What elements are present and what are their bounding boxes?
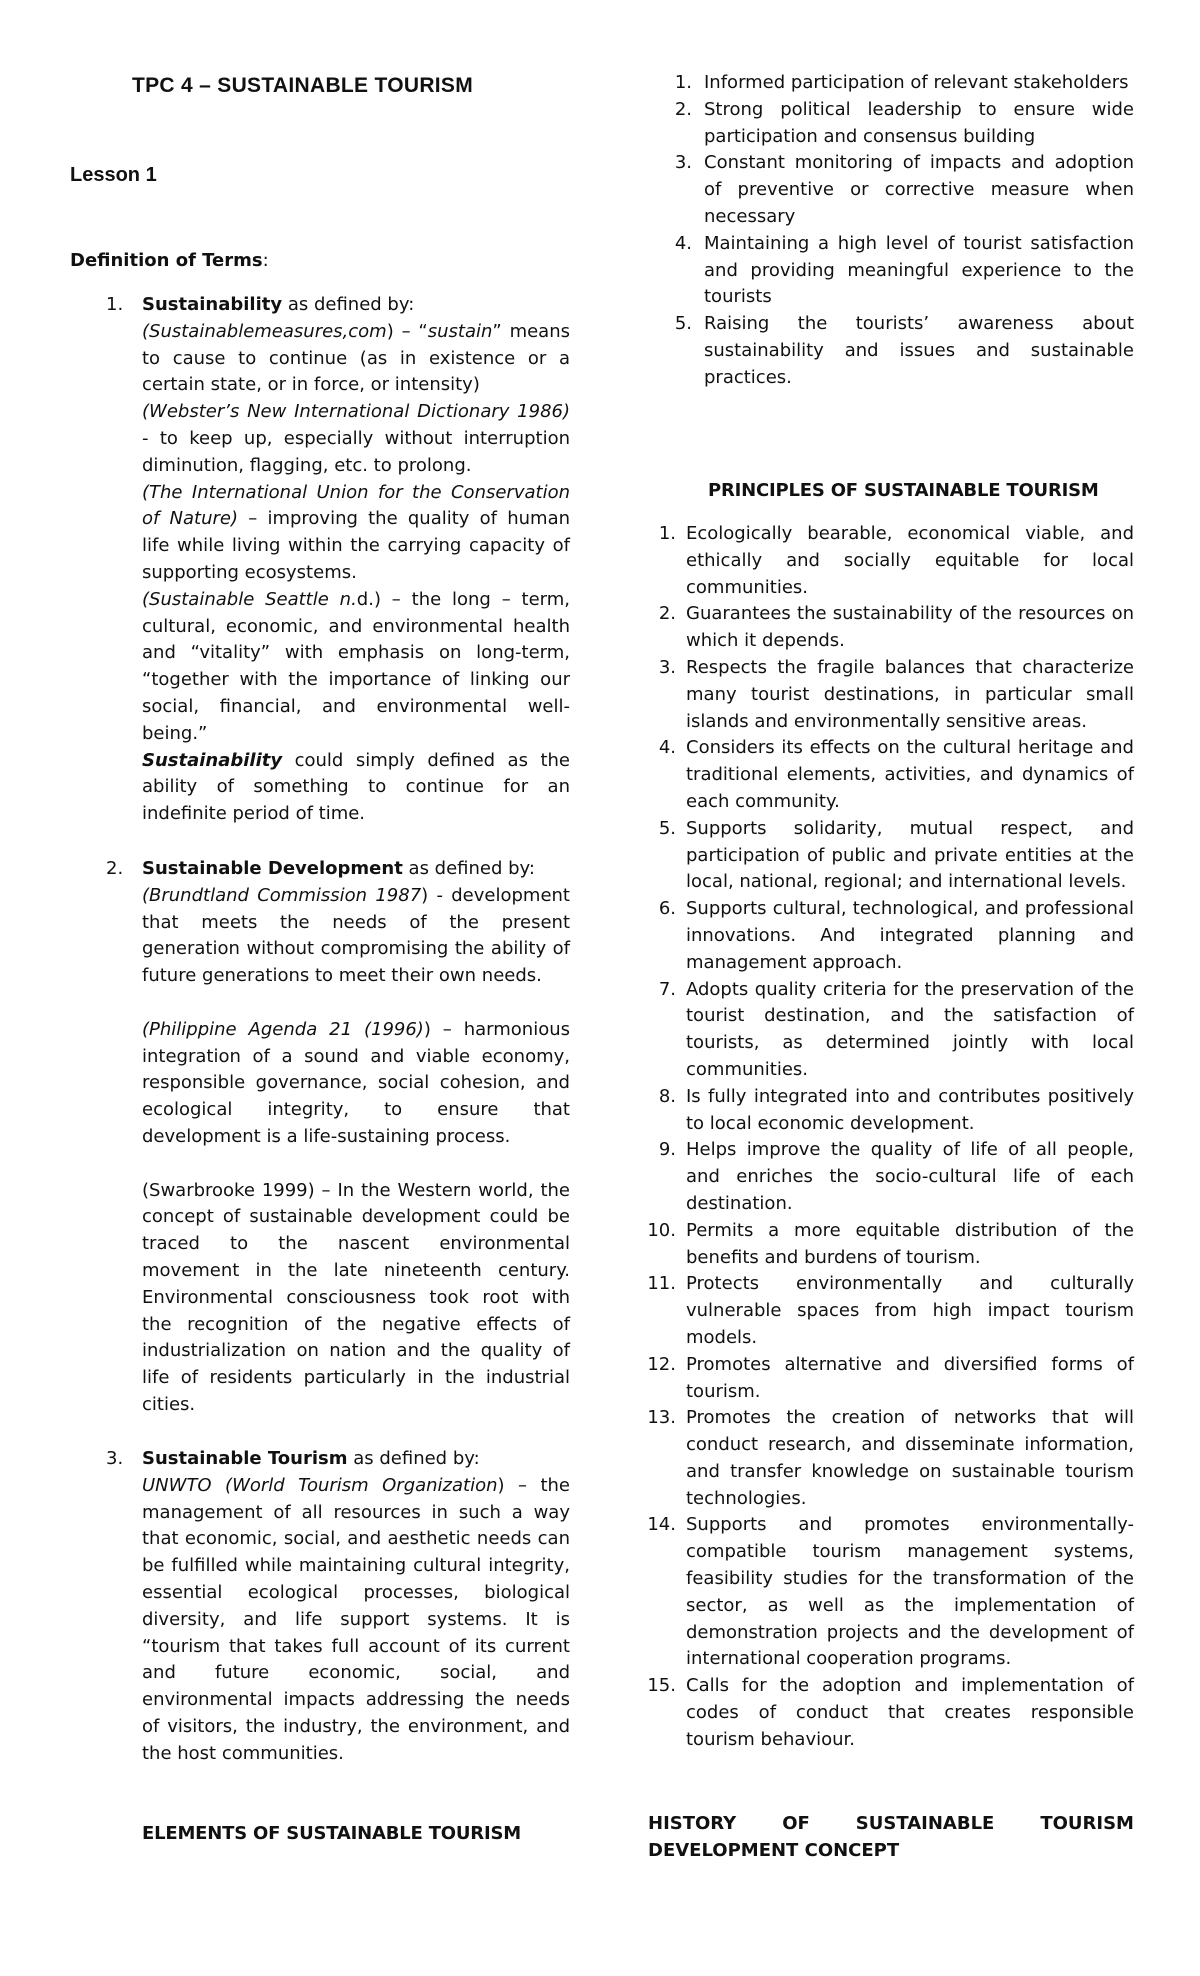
definition-paragraph	[142, 1178, 570, 1419]
lesson-heading: Lesson 1	[70, 164, 157, 186]
list-item	[646, 1673, 1134, 1753]
list-item-number: 15.	[647, 1675, 676, 1697]
list-item-number: 11.	[647, 1273, 676, 1295]
list-item-number: 3.	[674, 152, 692, 174]
term-number: 3.	[106, 1448, 124, 1469]
list-item	[674, 231, 1134, 311]
list-item-number: 5.	[674, 313, 692, 335]
list-item-number: 14.	[647, 1514, 676, 1536]
definition-source: UNWTO (World Tourism Organization	[142, 1474, 498, 1496]
list-item	[646, 735, 1134, 815]
term-heading	[142, 292, 570, 319]
elements-list	[674, 70, 1134, 392]
definition-text: ) - development that meets the needs of the present generation without compromising the ability of future generations to meet their own needs.	[142, 884, 570, 987]
list-item-number: 13.	[647, 1407, 676, 1429]
list-item-text: Constant monitoring of impacts and adoption of preventive or corrective measure when necessary	[704, 152, 1134, 227]
definition-text: - to keep up, especially without interruption diminution, flagging, etc. to prolong.	[142, 427, 570, 476]
principles-list	[646, 521, 1134, 1754]
term-body	[142, 292, 570, 828]
history-heading-word: SUSTAINABLE	[855, 1813, 995, 1834]
list-item-number: 1.	[674, 72, 692, 93]
list-item	[646, 1352, 1134, 1406]
definition-text: ) – harmonious integration of a sound and viable economy, responsible governance, social cohesion, and ecological integrity, to ensure that development is a life-sustaining process.	[142, 1018, 570, 1147]
definition-paragraph	[142, 587, 570, 748]
list-item	[646, 1218, 1134, 1272]
list-item	[646, 977, 1134, 1084]
list-item-number: 10.	[647, 1219, 676, 1241]
term-heading	[142, 1446, 570, 1473]
history-heading-line2: DEVELOPMENT CONCEPT	[648, 1839, 900, 1861]
definitions-heading-colon: :	[262, 250, 269, 271]
definition-paragraph	[142, 1473, 570, 1768]
document-title: TPC 4 – SUSTAINABLE TOURISM	[132, 74, 474, 97]
list-item-text: Supports solidarity, mutual respect, and participation of public and private entities at the local, national, regional; and international levels.	[686, 817, 1134, 893]
definition-source: (Sustainable Seattle n.	[142, 588, 357, 610]
list-item-text: Respects the fragile balances that characterize many tourist destinations, in particular small islands and environmentally sensitive areas.	[686, 656, 1134, 732]
list-item-number: 2.	[658, 603, 676, 625]
list-item-text: Protects environmentally and culturally vulnerable spaces from high impact tourism models.	[686, 1273, 1134, 1348]
term-number: 2.	[106, 858, 124, 879]
list-item	[646, 1084, 1134, 1138]
list-item	[646, 521, 1134, 601]
list-item-text: Maintaining a high level of tourist satisfaction and providing meaningful experience to the tourists	[704, 232, 1134, 308]
term-number: 1.	[106, 294, 124, 315]
definition-source: (Webster’s New International Dictionary 1986)	[142, 401, 570, 423]
definition-paragraph	[142, 883, 570, 990]
list-item	[674, 70, 1134, 97]
list-item-number: 3.	[658, 656, 676, 678]
list-item-number: 4.	[674, 232, 692, 254]
list-item-number: 1.	[658, 523, 676, 544]
list-item-text: Guarantees the sustainability of the resources on which it depends.	[686, 603, 1134, 652]
list-item	[646, 1512, 1134, 1673]
definition-paragraph	[142, 1017, 570, 1151]
list-item-number: 9.	[658, 1139, 676, 1161]
list-item-text: Supports cultural, technological, and professional innovations. And integrated planning and management approach.	[686, 898, 1134, 973]
list-item-text: Strong political leadership to ensure wide participation and consensus building	[704, 98, 1134, 147]
history-heading-word: HISTORY	[648, 1813, 737, 1834]
list-item-text: Is fully integrated into and contributes positively to local economic development.	[686, 1085, 1134, 1134]
definition-source: (Brundtland Commission 1987	[142, 884, 422, 906]
list-item	[646, 816, 1134, 896]
term-intro: as defined by:	[402, 858, 535, 879]
list-item-text: Supports and promotes environmentally-compatible tourism management systems, feasibility studies for the transformation of the sector, as well as the implementation of demonstration projects and the development of international cooperation programs.	[686, 1514, 1134, 1670]
term-name: Sustainable Tourism	[142, 1448, 348, 1469]
list-item-text: Helps improve the quality of life of all people, and enriches the socio-cultural life of each destination.	[686, 1139, 1134, 1214]
list-item	[646, 1405, 1134, 1512]
definition-paragraph	[142, 319, 570, 399]
term-name: Sustainable Development	[142, 858, 403, 879]
definition-text: d.) – the long – term, cultural, economic, and environmental health and “vitality” with emphasis on long-term, “together with the importance of linking our social, financial, and environmental well-being.”	[142, 588, 571, 744]
definition-text: (Swarbrooke 1999) – In the Western world, the concept of sustainable development could be traced to the nascent environmental movement in the late nineteenth century. Environmental consciousness took root with the recognition of the negative effects of industrialization on nation and the quality of life of residents particularly in the industrial cities.	[142, 1179, 570, 1415]
term-intro: as defined by:	[282, 294, 415, 315]
list-item-text: Informed participation of relevant stakeholders	[704, 72, 1129, 93]
list-item	[646, 601, 1134, 655]
definition-paragraph	[142, 748, 570, 828]
definition-text: ” means to cause to continue (as in existence or a certain state, or in force, or intensity)	[142, 320, 570, 396]
definition-source: Sustainability	[142, 749, 283, 771]
list-item-number: 7.	[658, 978, 676, 1000]
definition-text: – improving the quality of human life while living within the carrying capacity of supporting ecosystems.	[142, 508, 571, 583]
list-item	[674, 150, 1134, 230]
term-heading	[142, 856, 570, 883]
list-item	[646, 655, 1134, 735]
definitions-heading-text: Definition of Terms	[70, 250, 263, 271]
list-item-number: 12.	[647, 1353, 676, 1375]
list-item-number: 5.	[658, 817, 676, 839]
list-item-text: Promotes the creation of networks that will conduct research, and disseminate information, and transfer knowledge on sustainable tourism technologies.	[686, 1407, 1134, 1509]
list-item	[646, 1137, 1134, 1217]
principles-heading: PRINCIPLES OF SUSTAINABLE TOURISM	[708, 480, 1099, 501]
term-name: Sustainability	[142, 294, 283, 315]
elements-heading: ELEMENTS OF SUSTAINABLE TOURISM	[142, 1823, 521, 1844]
history-heading-line1	[648, 1811, 1134, 1838]
list-item-text: Permits a more equitable distribution of the benefits and burdens of tourism.	[686, 1219, 1134, 1268]
list-item-text: Raising the tourists’ awareness about sustainability and issues and sustainable practices.	[704, 313, 1134, 388]
list-item-number: 2.	[674, 98, 692, 120]
list-item-text: Promotes alternative and diversified forms of tourism.	[686, 1353, 1134, 1402]
list-item-number: 8.	[658, 1085, 676, 1107]
list-item-text: Considers its effects on the cultural heritage and traditional elements, activities, and dynamics of each community.	[686, 737, 1134, 812]
definition-emphasis: sustain	[427, 320, 493, 342]
definition-source: (The International Union for the Conservation of Nature)	[142, 481, 570, 530]
list-item-text: Ecologically bearable, economical viable, and ethically and socially equitable for local communities.	[686, 523, 1134, 598]
term-body	[142, 856, 570, 1419]
history-heading-word: TOURISM	[1040, 1813, 1134, 1834]
definitions-heading	[70, 250, 269, 271]
term-body	[142, 1446, 570, 1768]
definition-text: ) – “	[386, 320, 428, 342]
history-heading	[648, 1811, 1134, 1865]
list-item-text: Calls for the adoption and implementation of codes of conduct that creates responsible tourism behaviour.	[686, 1675, 1134, 1750]
list-item	[646, 896, 1134, 976]
list-item	[646, 1271, 1134, 1351]
history-heading-word: OF	[782, 1813, 810, 1834]
definition-text: could simply defined as the ability of something to continue for an indefinite period of time.	[142, 749, 570, 825]
list-item	[674, 311, 1134, 391]
definition-source: (Philippine Agenda 21 (1996)	[142, 1018, 424, 1040]
list-item-number: 4.	[658, 737, 676, 759]
definition-paragraph	[142, 399, 570, 479]
list-item	[674, 97, 1134, 151]
definition-paragraph	[142, 480, 570, 587]
term-intro: as defined by:	[347, 1448, 480, 1469]
list-item-number: 6.	[658, 898, 676, 920]
definition-text: ) – the management of all resources in such a way that economic, social, and aesthetic needs can be fulfilled while maintaining cultural integrity, essential ecological processes, biological diversity, and life support systems. It is “tourism that takes full account of its current and future economic, social, and environmental impacts addressing the needs of visitors, the industry, the environment, and the host communities.	[142, 1474, 570, 1764]
definition-source: (Sustainablemeasures,com	[142, 320, 387, 342]
list-item-text: Adopts quality criteria for the preservation of the tourist destination, and the satisfaction of tourists, as determined jointly with local communities.	[686, 978, 1134, 1080]
